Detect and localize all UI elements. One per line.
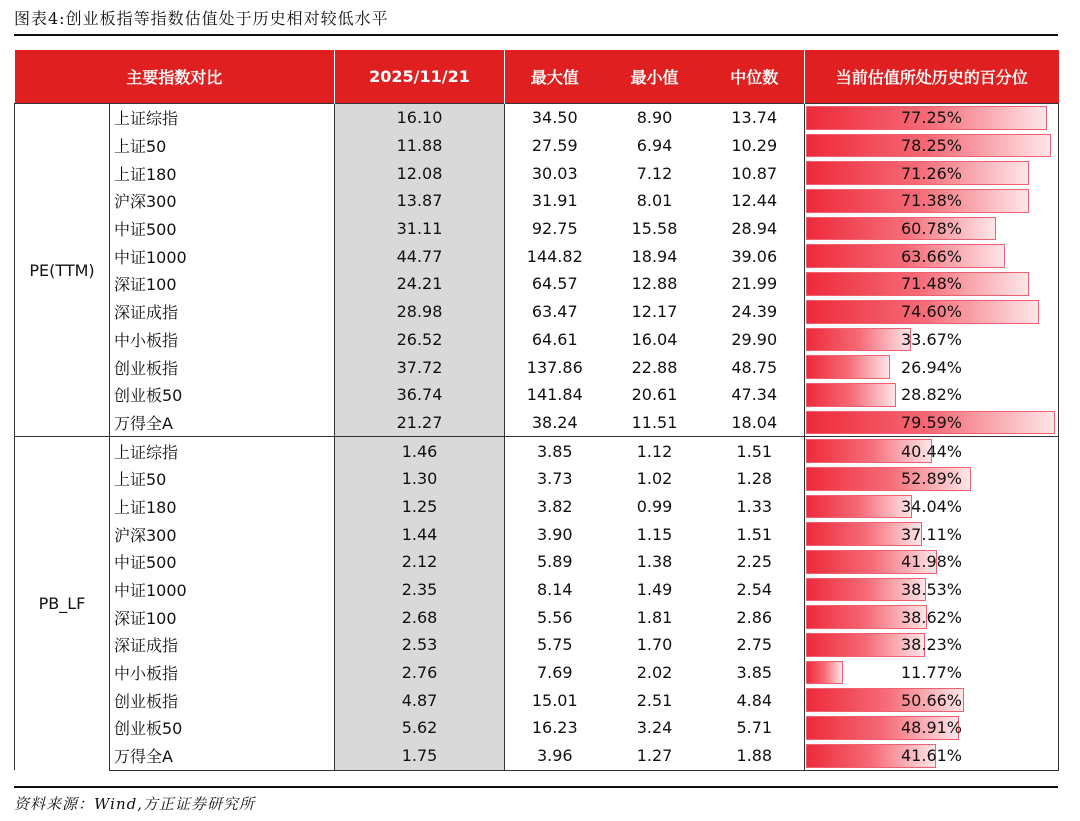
- table-row: [15, 603, 1059, 631]
- max-value: 137.86: [526, 357, 583, 377]
- current-value: 1.30: [335, 465, 505, 493]
- index-name: 上证综指: [110, 104, 335, 132]
- index-name: 创业板50: [110, 714, 335, 742]
- current-value: 13.87: [335, 187, 505, 215]
- max-value: 16.23: [531, 718, 578, 738]
- table-row: [15, 104, 1059, 132]
- header-median: 中位数: [705, 50, 805, 104]
- max-value: 3.73: [536, 469, 573, 489]
- source-divider: [14, 786, 1058, 788]
- percentile-label: 26.94%: [901, 357, 963, 377]
- percentile-label: 71.48%: [901, 274, 963, 294]
- current-value: 16.10: [335, 104, 505, 132]
- table-row: [15, 493, 1059, 521]
- percentile-label: 77.25%: [901, 108, 963, 128]
- median-value: 1.88: [705, 742, 805, 770]
- index-name: 中证1000: [110, 242, 335, 270]
- percentile-cell: [805, 659, 1059, 687]
- percentile-cell: [805, 270, 1059, 298]
- min-value: 16.04: [631, 329, 678, 349]
- median-value: 21.99: [731, 274, 778, 294]
- max-value: 7.69: [536, 663, 573, 683]
- percentile-label: 71.38%: [901, 191, 963, 211]
- table-row: [15, 298, 1059, 326]
- index-name: 上证50: [110, 465, 335, 493]
- min-value: 12.88: [631, 274, 678, 294]
- header-percentile: 当前估值所处历史的百分位: [805, 50, 1059, 104]
- table-row: [15, 576, 1059, 604]
- min-value: 1.12: [605, 437, 705, 465]
- table-row: [15, 132, 1059, 160]
- index-name: 上证综指: [110, 437, 335, 465]
- min-value: 18.94: [631, 246, 678, 266]
- percentile-cell: [805, 326, 1059, 354]
- median-value: 1.28: [736, 469, 773, 489]
- current-value: 2.35: [335, 576, 505, 604]
- percentile-cell: [805, 548, 1059, 576]
- max-value: 5.56: [536, 607, 573, 627]
- percentile-label: 11.77%: [901, 663, 963, 683]
- index-name: 中证1000: [110, 576, 335, 604]
- percentile-cell: [805, 742, 1059, 770]
- current-value: 1.75: [335, 742, 505, 770]
- table-row: [15, 520, 1059, 548]
- index-name: 上证180: [110, 159, 335, 187]
- current-value: 2.53: [335, 631, 505, 659]
- table-row: [15, 742, 1059, 770]
- index-name: 中小板指: [110, 326, 335, 354]
- min-value: 0.99: [636, 496, 673, 516]
- max-value: 3.85: [505, 437, 605, 465]
- percentile-label: 38.62%: [901, 607, 963, 627]
- median-value: 1.33: [736, 496, 773, 516]
- percentile-label: 79.59%: [901, 412, 963, 432]
- percentile-label: 60.78%: [901, 219, 963, 239]
- table-row: [15, 548, 1059, 576]
- percentile-cell: [805, 187, 1059, 215]
- percentile-cell: [805, 159, 1059, 187]
- group-label: PE(TTM): [15, 104, 110, 437]
- current-value: 4.87: [335, 686, 505, 714]
- max-value: 64.57: [531, 274, 578, 294]
- percentile-label: 37.11%: [901, 524, 963, 544]
- percentile-cell: [805, 465, 1059, 493]
- percentile-cell: [805, 298, 1059, 326]
- current-value: 24.21: [335, 270, 505, 298]
- median-value: 2.86: [736, 607, 773, 627]
- min-value: 1.81: [636, 607, 673, 627]
- percentile-cell: [805, 686, 1059, 714]
- current-value: 11.88: [335, 132, 505, 160]
- max-value: 3.96: [505, 742, 605, 770]
- percentile-label: 50.66%: [901, 690, 963, 710]
- median-value: 1.51: [736, 524, 773, 544]
- percentile-label: 34.04%: [901, 496, 963, 516]
- current-value: 12.08: [335, 159, 505, 187]
- min-value: 11.51: [631, 412, 678, 432]
- table-row: [15, 437, 1059, 465]
- index-name: 万得全A: [110, 409, 335, 437]
- percentile-cell: [805, 353, 1059, 381]
- min-value: 6.94: [636, 136, 673, 156]
- percentile-label: 28.82%: [901, 385, 963, 405]
- percentile-label: 52.89%: [901, 469, 963, 489]
- min-value: 3.24: [636, 718, 673, 738]
- min-value: 8.01: [636, 191, 673, 211]
- index-name: 中证500: [110, 215, 335, 243]
- min-value: 12.17: [631, 302, 678, 322]
- current-value: 44.77: [335, 242, 505, 270]
- median-value: 39.06: [731, 246, 778, 266]
- index-name: 上证50: [110, 132, 335, 160]
- median-value: 4.84: [736, 690, 773, 710]
- valuation-table: [14, 50, 1059, 771]
- median-value: 2.75: [736, 635, 773, 655]
- median-value: 10.87: [731, 163, 778, 183]
- percentile-label: 41.61%: [901, 746, 963, 766]
- current-value: 2.12: [335, 548, 505, 576]
- percentile-cell: [805, 409, 1059, 437]
- min-value: 1.27: [605, 742, 705, 770]
- percentile-label: 63.66%: [901, 246, 963, 266]
- index-name: 上证180: [110, 493, 335, 521]
- percentile-cell: [805, 576, 1059, 604]
- median-value: 13.74: [705, 104, 805, 132]
- percentile-cell: [805, 631, 1059, 659]
- percentile-cell: [805, 215, 1059, 243]
- max-value: 38.24: [531, 412, 578, 432]
- current-value: 37.72: [335, 353, 505, 381]
- min-value: 1.15: [636, 524, 673, 544]
- percentile-label: 78.25%: [901, 136, 963, 156]
- table-row: [15, 215, 1059, 243]
- median-value: 10.29: [731, 136, 778, 156]
- percentile-cell: [805, 714, 1059, 742]
- table-row: [15, 686, 1059, 714]
- percentile-label: 40.44%: [901, 441, 963, 461]
- percentile-label: 71.26%: [901, 163, 963, 183]
- index-name: 万得全A: [110, 742, 335, 770]
- table-row: [15, 242, 1059, 270]
- source-note: 资料来源：Wind,方正证券研究所: [14, 795, 255, 813]
- current-value: 1.44: [335, 520, 505, 548]
- max-value: 64.61: [531, 329, 578, 349]
- max-value: 141.84: [526, 385, 583, 405]
- percentile-label: 41.98%: [901, 552, 963, 572]
- max-value: 5.75: [536, 635, 573, 655]
- min-value: 2.02: [636, 663, 673, 683]
- min-value: 15.58: [631, 219, 678, 239]
- table-row: [15, 187, 1059, 215]
- table-row: [15, 381, 1059, 409]
- min-value: 1.49: [636, 580, 673, 600]
- current-value: 28.98: [335, 298, 505, 326]
- median-value: 24.39: [731, 302, 778, 322]
- max-value: 34.50: [505, 104, 605, 132]
- index-name: 深证100: [110, 270, 335, 298]
- min-value: 1.02: [636, 469, 673, 489]
- percentile-cell: [805, 242, 1059, 270]
- table-row: [15, 631, 1059, 659]
- median-value: 47.34: [731, 385, 778, 405]
- median-value: 2.54: [736, 580, 773, 600]
- title-divider: [14, 34, 1058, 36]
- median-value: 2.25: [736, 552, 773, 572]
- max-value: 31.91: [531, 191, 578, 211]
- index-name: 创业板指: [110, 353, 335, 381]
- index-name: 沪深300: [110, 187, 335, 215]
- percentile-label: 38.23%: [901, 635, 963, 655]
- index-name: 深证100: [110, 603, 335, 631]
- table-row: [15, 270, 1059, 298]
- max-value: 30.03: [531, 163, 578, 183]
- percentile-label: 48.91%: [901, 718, 963, 738]
- current-value: 2.68: [335, 603, 505, 631]
- median-value: 28.94: [731, 219, 778, 239]
- table-row: [15, 409, 1059, 437]
- index-name: 中小板指: [110, 659, 335, 687]
- median-value: 12.44: [731, 191, 778, 211]
- percentile-cell: [805, 603, 1059, 631]
- current-value: 1.25: [335, 493, 505, 521]
- header-date: 2025/11/21: [335, 50, 505, 104]
- table-body: [15, 104, 1059, 771]
- table-row: [15, 714, 1059, 742]
- percentile-cell: [805, 520, 1059, 548]
- min-value: 8.90: [605, 104, 705, 132]
- max-value: 92.75: [531, 219, 578, 239]
- header-min: 最小值: [605, 50, 705, 104]
- percentile-cell: [805, 381, 1059, 409]
- median-value: 29.90: [731, 329, 778, 349]
- index-name: 沪深300: [110, 520, 335, 548]
- percentile-cell: [805, 493, 1059, 521]
- index-name: 创业板指: [110, 686, 335, 714]
- max-value: 27.59: [531, 136, 578, 156]
- table-row: [15, 353, 1059, 381]
- table-row: [15, 465, 1059, 493]
- min-value: 2.51: [636, 690, 673, 710]
- current-value: 1.46: [335, 437, 505, 465]
- index-name: 中证500: [110, 548, 335, 576]
- max-value: 63.47: [531, 302, 578, 322]
- percentile-cell: [805, 132, 1059, 160]
- max-value: 3.82: [536, 496, 573, 516]
- current-value: 5.62: [335, 714, 505, 742]
- index-name: 深证成指: [110, 298, 335, 326]
- header-category: 主要指数对比: [15, 50, 335, 104]
- median-value: 18.04: [731, 412, 778, 432]
- table-row: [15, 159, 1059, 187]
- median-value: 1.51: [705, 437, 805, 465]
- median-value: 3.85: [736, 663, 773, 683]
- percentile-cell: [805, 104, 1059, 132]
- percentile-label: 33.67%: [901, 329, 963, 349]
- table-row: [15, 326, 1059, 354]
- current-value: 31.11: [335, 215, 505, 243]
- percentile-label: 38.53%: [901, 580, 963, 600]
- max-value: 8.14: [536, 580, 573, 600]
- header-max: 最大值: [505, 50, 605, 104]
- min-value: 1.70: [636, 635, 673, 655]
- current-value: 21.27: [335, 409, 505, 437]
- max-value: 15.01: [531, 690, 578, 710]
- percentile-label: 74.60%: [901, 302, 963, 322]
- min-value: 22.88: [631, 357, 678, 377]
- index-name: 创业板50: [110, 381, 335, 409]
- min-value: 1.38: [636, 552, 673, 572]
- index-name: 深证成指: [110, 631, 335, 659]
- current-value: 36.74: [335, 381, 505, 409]
- table-row: [15, 659, 1059, 687]
- group-label: PB_LF: [15, 437, 110, 770]
- max-value: 144.82: [526, 246, 583, 266]
- max-value: 3.90: [536, 524, 573, 544]
- median-value: 48.75: [731, 357, 778, 377]
- percentile-cell: [805, 437, 1059, 465]
- max-value: 5.89: [536, 552, 573, 572]
- table-header: [15, 50, 1059, 104]
- min-value: 7.12: [636, 163, 673, 183]
- current-value: 26.52: [335, 326, 505, 354]
- median-value: 5.71: [736, 718, 773, 738]
- current-value: 2.76: [335, 659, 505, 687]
- min-value: 20.61: [631, 385, 678, 405]
- figure-title: 图表4:创业板指等指数估值处于历史相对较低水平: [14, 9, 389, 28]
